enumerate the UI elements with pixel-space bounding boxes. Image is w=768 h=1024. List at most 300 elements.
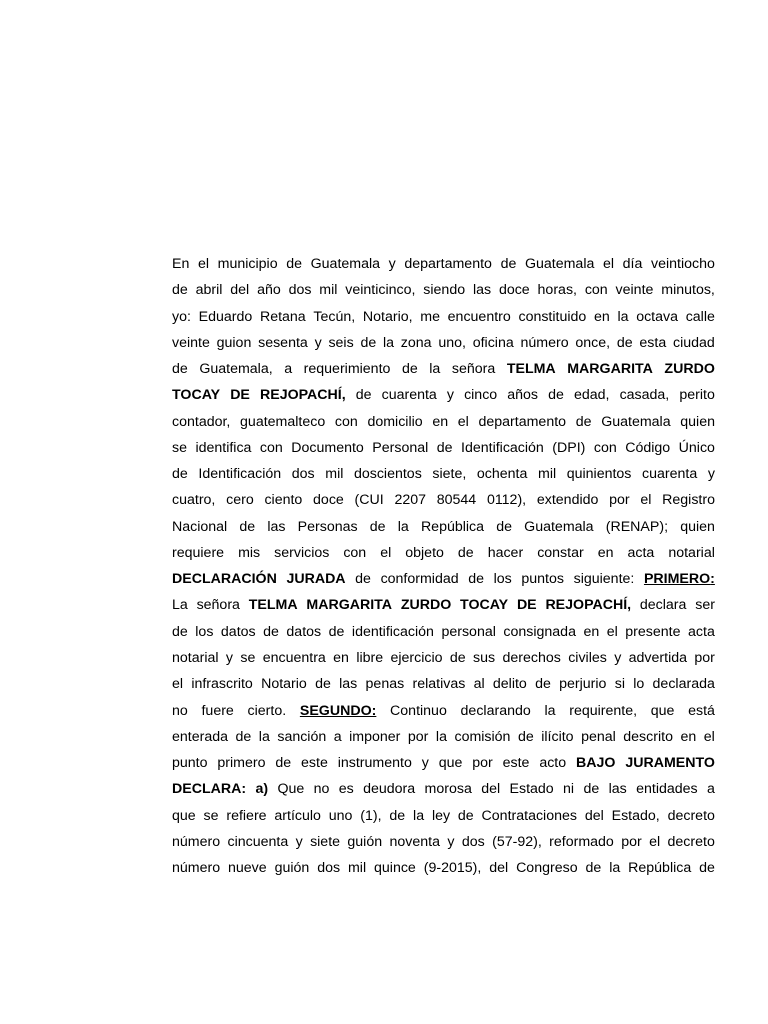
word: deudora (363, 781, 416, 798)
word: Retana (259, 308, 306, 325)
word: y (314, 334, 322, 351)
word: descrito (623, 728, 673, 745)
word: Identificación (198, 466, 282, 483)
word: Guatemala (310, 256, 381, 272)
word: de (355, 571, 371, 588)
word: siete (310, 833, 341, 850)
word: : (710, 571, 715, 588)
word: la (429, 361, 441, 378)
word: dos (291, 466, 315, 483)
word: uno, (438, 334, 466, 351)
word: Documento (291, 439, 364, 456)
word: se (203, 807, 219, 824)
word: dos (288, 282, 312, 299)
word: yo: (172, 308, 191, 325)
word: las (267, 518, 286, 535)
word: MARGARITA (567, 361, 653, 378)
word: identificación (351, 623, 434, 640)
word: de (315, 676, 331, 693)
word: guion (216, 334, 252, 351)
text-line (172, 540, 715, 566)
word: doce (498, 282, 530, 299)
text-line (172, 356, 715, 382)
word: notarial (172, 649, 219, 666)
word: SEGUNDO: (299, 702, 377, 719)
word: 0112), (486, 492, 527, 509)
word: Registro (662, 492, 715, 509)
word: TOCAY (172, 387, 221, 404)
word: por (407, 728, 429, 745)
word: en (432, 413, 449, 430)
word: morosa (424, 781, 472, 798)
word: número (520, 334, 569, 351)
word: artículo (274, 807, 321, 824)
word: Que (277, 781, 305, 798)
word: DE (516, 597, 537, 614)
word: Personas (297, 518, 358, 535)
word: señora (196, 597, 240, 614)
word: ilícito (541, 728, 574, 745)
word: (CUI (354, 492, 384, 509)
text-line (172, 566, 715, 592)
word: domicilio (367, 413, 423, 430)
word: La (172, 597, 188, 614)
word: abril (195, 282, 223, 299)
word: municipio (217, 256, 278, 272)
word: años (507, 387, 539, 404)
word: decreto (667, 807, 715, 824)
word: a) (255, 781, 269, 798)
word: departamento (478, 413, 567, 430)
word: personal (441, 623, 496, 640)
word: MARGARITA (306, 597, 393, 614)
word: dos (317, 860, 341, 877)
word: por (621, 833, 642, 850)
word: mis (238, 544, 261, 561)
word: penas (365, 676, 405, 693)
text-line (172, 251, 715, 277)
word: de (449, 649, 466, 666)
word: las (339, 676, 358, 693)
word: la (544, 702, 556, 719)
word: los (493, 571, 512, 588)
word: en (333, 649, 349, 666)
word: de (263, 623, 279, 640)
word: quince (374, 860, 416, 877)
word: por (609, 492, 630, 509)
word: presente (625, 623, 681, 640)
word: de (328, 623, 345, 640)
word: departamento (404, 256, 492, 272)
word: no (313, 781, 330, 798)
word: de (401, 361, 418, 378)
word: de (500, 256, 517, 272)
text-line (172, 592, 715, 618)
word: que (172, 807, 196, 824)
word: cuatro, (172, 492, 216, 509)
word: Código (625, 439, 671, 456)
word: día (622, 256, 643, 272)
word: de (172, 361, 188, 378)
word: acta (688, 623, 715, 640)
word: el (603, 256, 615, 272)
word: Notario (261, 676, 307, 693)
word: los (195, 623, 214, 640)
word: veintiocho (651, 256, 715, 272)
word: uno (328, 807, 353, 824)
word: conformidad (380, 571, 459, 588)
word: PRIMERO: (643, 571, 715, 588)
word: doscientos (353, 466, 422, 483)
word: la (258, 728, 270, 745)
word: este (502, 755, 530, 772)
word: siendo (423, 282, 466, 299)
word: DECLARACIÓN (172, 571, 277, 588)
word: Guatemala (524, 518, 594, 535)
word: Notario, (362, 308, 413, 325)
word: de (457, 807, 474, 824)
word: Identificación (461, 439, 544, 456)
word: casada, (619, 387, 670, 404)
word: Personal (372, 439, 429, 456)
word: ciento (264, 492, 303, 509)
notarial-act-body (172, 251, 715, 881)
text-line (172, 435, 715, 461)
word: me (420, 308, 440, 325)
word: el (640, 492, 652, 509)
word: y (295, 833, 303, 850)
word: este (301, 755, 328, 772)
word: Nacional (172, 518, 228, 535)
text-line (172, 382, 715, 408)
word: perjurio (559, 676, 607, 693)
text-line (172, 671, 715, 697)
word: extendido (536, 492, 599, 509)
word: guión (274, 860, 310, 877)
word: mil (325, 466, 344, 483)
word: el (380, 544, 392, 561)
word: a (706, 781, 715, 798)
word: objeto (405, 544, 444, 561)
word: número (172, 833, 221, 850)
word: siete, (432, 466, 467, 483)
word: Único (678, 439, 715, 456)
word: guión (347, 833, 383, 850)
word: esta (639, 334, 667, 351)
word: Congreso (516, 860, 578, 877)
word: puntos (521, 571, 564, 588)
word: con (593, 439, 617, 456)
word: perito (679, 387, 715, 404)
word: sus (473, 649, 496, 666)
word: y (388, 256, 396, 272)
word: de (517, 728, 534, 745)
word: requirente, (569, 702, 638, 719)
word: (57-92), (492, 833, 542, 850)
word: en (597, 544, 614, 561)
word: de (172, 282, 188, 299)
word: (RENAP); (605, 518, 669, 535)
word: a (284, 361, 293, 378)
word: que (438, 755, 463, 772)
word: TELMA (248, 597, 298, 614)
text-line (172, 724, 715, 750)
word: el (703, 728, 715, 745)
word: de (496, 518, 512, 535)
word: TOCAY (460, 597, 509, 614)
text-line (172, 304, 715, 330)
word: noventa (389, 833, 440, 850)
word: República (420, 518, 485, 535)
word: reformado (549, 833, 614, 850)
word: contador, (172, 413, 231, 430)
word: DECLARA: (172, 781, 247, 798)
word: de (468, 571, 485, 588)
word: de (389, 807, 406, 824)
word: de (535, 676, 551, 693)
word: JURAMENTO (625, 755, 715, 772)
text-line (172, 330, 715, 356)
word: acta (627, 544, 655, 561)
word: entidades (636, 781, 698, 798)
word: datos (220, 623, 256, 640)
word: nueve (228, 860, 267, 877)
word: identifica (195, 439, 252, 456)
word: imponer (349, 728, 401, 745)
word: y (225, 649, 233, 666)
text-line (172, 645, 715, 671)
word: de (457, 544, 474, 561)
word: ley (431, 807, 451, 824)
word: mil (538, 466, 557, 483)
word: enterada (172, 728, 229, 745)
word: y (421, 755, 429, 772)
word: seis (328, 334, 354, 351)
word: con (334, 413, 358, 430)
word: las (608, 781, 627, 798)
word: cincuenta (227, 833, 289, 850)
word: requiere (172, 544, 225, 561)
word: quien (680, 518, 715, 535)
word: dos (461, 833, 485, 850)
word: cuarenta (642, 466, 698, 483)
word: 80544 (436, 492, 477, 509)
word: de (286, 256, 302, 272)
word: Estado, (611, 807, 660, 824)
word: consignada (503, 623, 576, 640)
word: requerimiento (303, 361, 391, 378)
word: Guatemala (601, 413, 671, 430)
word: notarial (668, 544, 715, 561)
word: libre (356, 649, 384, 666)
word: el (457, 413, 469, 430)
word: Guatemala, (199, 361, 273, 378)
word: once, (575, 334, 611, 351)
word: veinte (615, 282, 654, 299)
word: de (436, 439, 453, 456)
word: advertida (628, 649, 688, 666)
word: ZURDO (664, 361, 715, 378)
text-line (172, 619, 715, 645)
word: En (172, 256, 190, 272)
word: constituido (518, 308, 587, 325)
word: la (609, 860, 621, 877)
word: acto (539, 755, 567, 772)
text-line (172, 698, 715, 724)
word: encuentra (262, 649, 326, 666)
word: la (382, 334, 395, 351)
word: oficina (472, 334, 514, 351)
word: de (172, 623, 188, 640)
word: veinticinco, (345, 282, 416, 299)
text-line (172, 829, 715, 855)
word: punto (172, 755, 208, 772)
word: calle (685, 308, 715, 325)
word: (1), (360, 807, 382, 824)
word: en (583, 623, 600, 640)
word: y (446, 387, 454, 404)
word: de (172, 466, 188, 483)
word: REJOPACHÍ, (259, 387, 346, 404)
word: quinientos (566, 466, 632, 483)
word: con (259, 439, 283, 456)
word: la (435, 728, 447, 745)
text-line (172, 487, 715, 513)
word: y (614, 649, 622, 666)
word: de (275, 755, 292, 772)
word: decreto (667, 833, 715, 850)
word: BAJO (576, 755, 616, 772)
word: el (172, 676, 184, 693)
text-line (172, 855, 715, 881)
word: JURADA (286, 571, 346, 588)
word: fuere (201, 702, 234, 719)
word: doce (313, 492, 344, 509)
word: está (688, 702, 715, 719)
word: Eduardo (198, 308, 253, 325)
word: del (584, 807, 604, 824)
word: declarando (460, 702, 531, 719)
word: la (617, 308, 629, 325)
word: en (593, 308, 610, 325)
word: cero (226, 492, 254, 509)
word: de (616, 334, 633, 351)
word: relativas (412, 676, 466, 693)
word: de (235, 728, 252, 745)
word: de (355, 387, 372, 404)
word: de (585, 860, 602, 877)
word: primero (217, 755, 266, 772)
word: (9-2015), (423, 860, 482, 877)
word: horas, (537, 282, 577, 299)
text-line (172, 776, 715, 802)
word: año (257, 282, 281, 299)
word: infrascrito (191, 676, 253, 693)
word: octava (636, 308, 678, 325)
word: el (649, 833, 661, 850)
word: cinco (464, 387, 498, 404)
word: Guatemala (524, 256, 595, 272)
word: del (489, 860, 509, 877)
word: sanción (277, 728, 327, 745)
text-line (172, 409, 715, 435)
word: sesenta (258, 334, 308, 351)
word: de (360, 334, 377, 351)
word: datos (286, 623, 322, 640)
word: de (239, 518, 256, 535)
word: a (333, 728, 342, 745)
word: servicios (274, 544, 330, 561)
text-line (172, 277, 715, 303)
word: se (172, 439, 187, 456)
word: con (343, 544, 367, 561)
word: Contrataciones (481, 807, 577, 824)
word: penal (581, 728, 616, 745)
word: de (369, 518, 386, 535)
word: de (575, 413, 592, 430)
word: mil (319, 282, 338, 299)
word: TELMA (506, 361, 556, 378)
word: minutos, (661, 282, 715, 299)
word: cierto. (247, 702, 287, 719)
word: de (548, 387, 564, 404)
word: ser (695, 597, 715, 614)
word: Continuo (390, 702, 447, 719)
word: derechos (502, 649, 561, 666)
word: siguiente: (573, 571, 635, 588)
word: ni (563, 781, 575, 798)
word: declarada (652, 676, 715, 693)
word: al (473, 676, 485, 693)
text-line (172, 803, 715, 829)
word: quien (680, 413, 715, 430)
text-line (172, 461, 715, 487)
word: (DPI) (552, 439, 586, 456)
word: por (694, 649, 715, 666)
word: ochenta (476, 466, 528, 483)
word: hacer (487, 544, 524, 561)
word: en (680, 728, 697, 745)
word: constar (537, 544, 584, 561)
word: del (230, 282, 250, 299)
word: República (628, 860, 692, 877)
text-line (172, 750, 715, 776)
word: civiles (568, 649, 607, 666)
word: edad, (573, 387, 610, 404)
word: si (614, 676, 625, 693)
word: de (699, 860, 715, 877)
word: veinte (172, 334, 210, 351)
word: el (197, 256, 210, 272)
word: mil (347, 860, 367, 877)
word: de (583, 781, 600, 798)
word: del (481, 781, 501, 798)
word: que (650, 702, 675, 719)
word: el (606, 623, 618, 640)
word: ciudad (673, 334, 715, 351)
word: la (413, 807, 425, 824)
word: Tecún, (313, 308, 356, 325)
word: cuarenta (381, 387, 437, 404)
word: zona (400, 334, 432, 351)
word: con (584, 282, 608, 299)
word: número (172, 860, 221, 877)
word: ejercicio (390, 649, 443, 666)
word: se (240, 649, 256, 666)
word: delito (492, 676, 527, 693)
word: no (172, 702, 188, 719)
word: es (338, 781, 354, 798)
